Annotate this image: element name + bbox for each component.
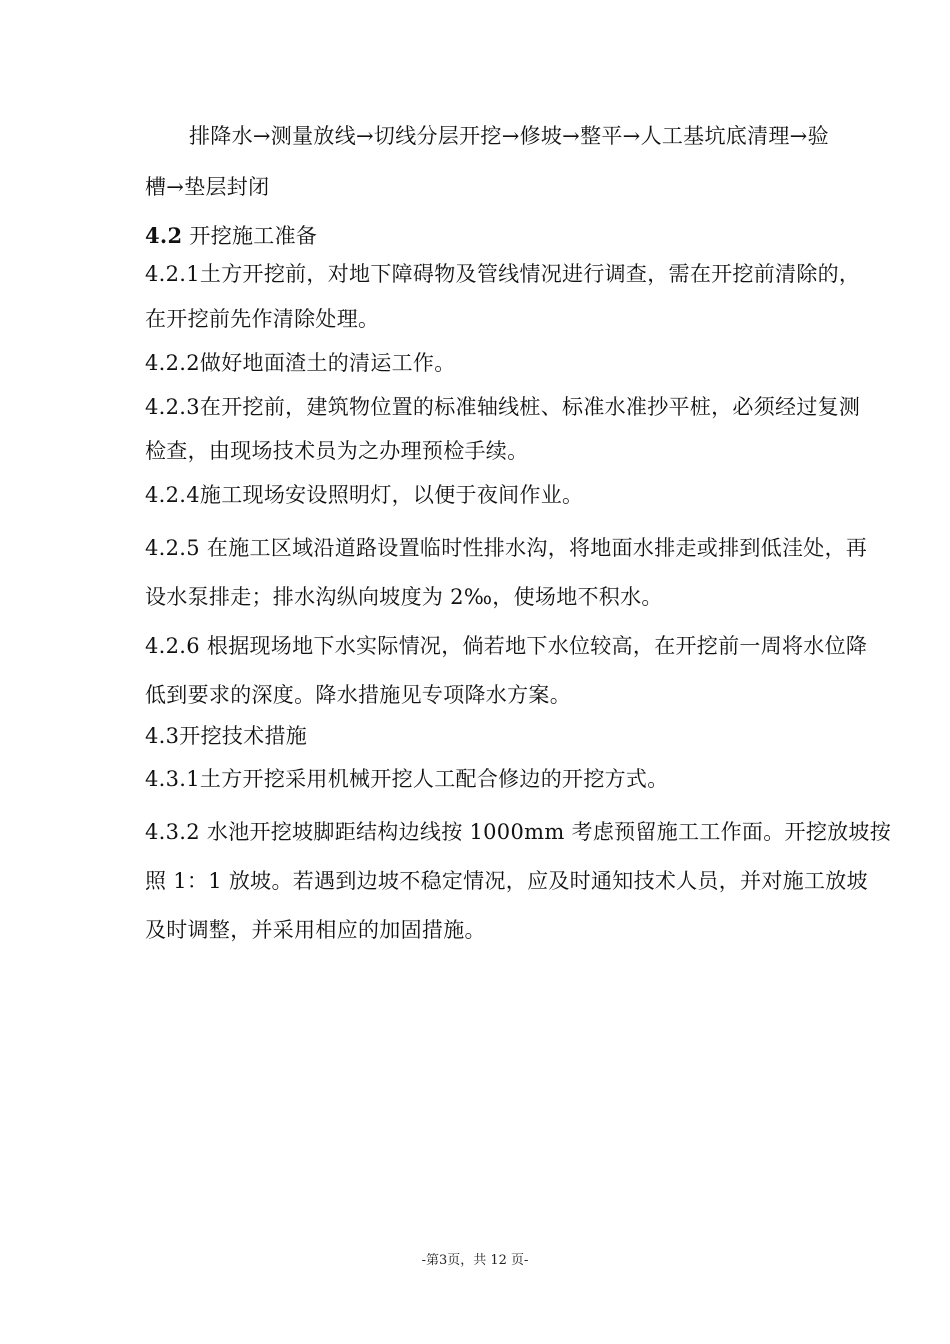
section-4-3-heading: 4.3开挖技术措施 [145,724,308,748]
process-flow-line-1: 排降水→测量放线→切线分层开挖→修坡→整平→人工基坑底清理→验 [189,124,829,148]
item-4-3-2-line-3: 及时调整，并采用相应的加固措施。 [145,918,486,942]
item-4-2-6-line-1: 4.2.6 根据现场地下水实际情况，倘若地下水位较高，在开挖前一周将水位降 [145,634,868,658]
item-4-2-1-line-2: 在开挖前先作清除处理。 [145,307,380,331]
item-4-2-4: 4.2.4施工现场安设照明灯，以便于夜间作业。 [145,483,584,507]
section-4-2-number: 4.2 [145,223,183,248]
item-4-3-2-line-2: 照 1：1 放坡。若遇到边坡不稳定情况，应及时通知技术人员，并对施工放坡 [145,869,868,893]
process-flow-line-2: 槽→垫层封闭 [145,175,270,199]
item-4-2-6-line-2: 低到要求的深度。降水措施见专项降水方案。 [145,683,571,707]
item-4-2-3-line-2: 检查，由现场技术员为之办理预检手续。 [145,439,529,463]
item-4-2-1-line-1: 4.2.1土方开挖前，对地下障碍物及管线情况进行调查，需在开挖前清除的， [145,262,861,286]
item-4-2-5-line-2: 设水泵排走；排水沟纵向坡度为 2‰，使场地不积水。 [145,585,663,609]
item-4-2-5-line-1: 4.2.5 在施工区域沿道路设置临时性排水沟，将地面水排走或排到低洼处，再 [145,536,868,560]
page-footer: -第3页，共 12 页- [421,1253,529,1268]
item-4-2-2: 4.2.2做好地面渣土的清运工作。 [145,351,456,375]
item-4-3-2-line-1: 4.3.2 水池开挖坡脚距结构边线按 1000mm 考虑预留施工工作面。开挖放坡按 [145,820,892,844]
item-4-3-1: 4.3.1土方开挖采用机械开挖人工配合修边的开挖方式。 [145,767,669,791]
item-4-2-3-line-1: 4.2.3在开挖前，建筑物位置的标准轴线桩、标准水准抄平桩，必须经过复测 [145,395,861,419]
section-4-2-heading [145,222,317,250]
section-4-2-title: 开挖施工准备 [182,224,318,248]
